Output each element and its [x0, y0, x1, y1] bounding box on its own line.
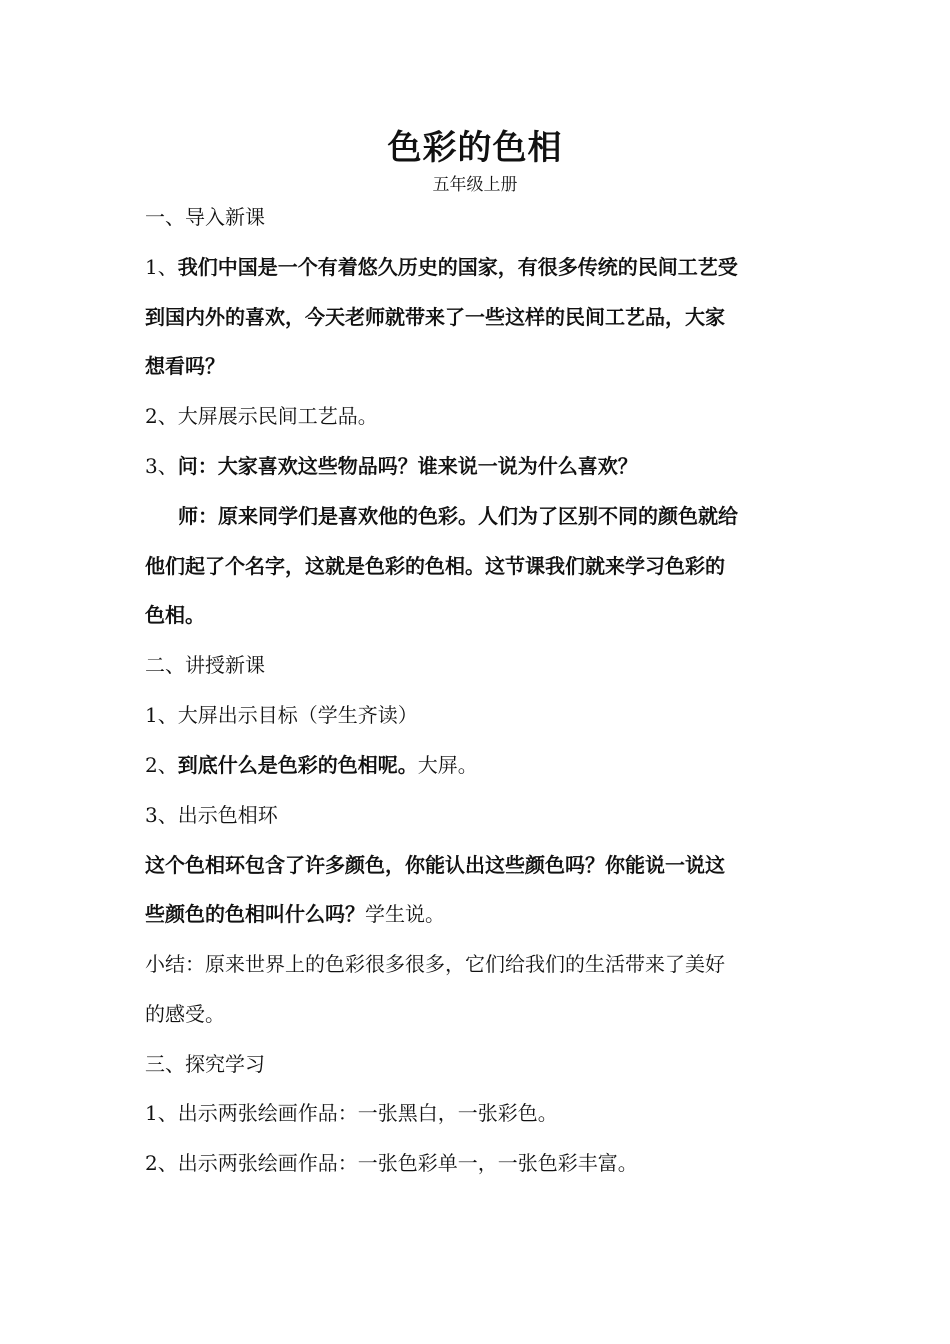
line-text-bold: 些颜色的色相叫什么吗？: [145, 902, 365, 926]
line-text-bold: 想看吗？: [145, 354, 225, 378]
paragraph-line: [145, 901, 815, 927]
document-subtitle: 五年级上册: [432, 175, 518, 195]
paragraph-line: [145, 403, 815, 429]
paragraph-line: [145, 1150, 815, 1176]
paragraph-line: [145, 353, 815, 379]
line-text-bold: 到底什么是色彩的色相呢。: [177, 753, 418, 777]
line-text: 2、出示两张绘画作品：一张色彩单一，一张色彩丰富。: [145, 1151, 638, 1175]
paragraph-line: [178, 503, 848, 529]
line-text: 二、讲授新课: [145, 653, 265, 677]
section-heading: [145, 1051, 815, 1077]
paragraph-line: [145, 1100, 815, 1126]
line-text: 2、大屏展示民间工艺品。: [145, 404, 378, 428]
line-text: 1、: [145, 255, 178, 279]
paragraph-line: [145, 1001, 815, 1027]
line-text: 3、出示色相环: [145, 803, 278, 827]
line-text: 3、: [145, 454, 178, 478]
paragraph-line: [145, 602, 815, 628]
paragraph-line: [145, 453, 815, 479]
line-text-bold: 问：大家喜欢这些物品吗？谁来说一说为什么喜欢？: [177, 454, 638, 478]
line-text-bold: 师：原来同学们是喜欢他的色彩。人们为了区别不同的颜色就给: [178, 504, 738, 528]
paragraph-line: [145, 702, 815, 728]
line-text: 三、探究学习: [145, 1052, 265, 1076]
line-text-bold: 到国内外的喜欢，今天老师就带来了一些这样的民间工艺品，大家: [145, 305, 725, 329]
section-heading: [145, 204, 815, 230]
paragraph-line: [145, 752, 815, 778]
line-text: 一、导入新课: [145, 205, 265, 229]
paragraph-line: [145, 951, 815, 977]
paragraph-line: [145, 254, 815, 280]
line-text: 2、: [145, 753, 178, 777]
document-title: 色彩的色相: [387, 128, 563, 168]
line-text: 1、大屏出示目标（学生齐读）: [145, 703, 418, 727]
line-text-bold: 他们起了个名字，这就是色彩的色相。这节课我们就来学习色彩的: [145, 554, 725, 578]
line-text-bold: 这个色相环包含了许多颜色，你能认出这些颜色吗？你能说一说这: [145, 853, 725, 877]
paragraph-line: [145, 852, 815, 878]
paragraph-line: [145, 802, 815, 828]
line-text: 1、出示两张绘画作品：一张黑白，一张彩色。: [145, 1101, 558, 1125]
paragraph-line: [145, 553, 815, 579]
line-text-bold: 我们中国是一个有着悠久历史的国家，有很多传统的民间工艺受: [177, 255, 738, 279]
paragraph-line: [145, 304, 815, 330]
line-text: 大屏。: [417, 753, 478, 777]
line-text: 的感受。: [145, 1002, 225, 1026]
line-text: 学生说。: [365, 902, 445, 926]
line-text-bold: 色相。: [145, 603, 205, 627]
section-heading: [145, 652, 815, 678]
line-text: 小结：原来世界上的色彩很多很多，它们给我们的生活带来了美好: [145, 952, 725, 976]
